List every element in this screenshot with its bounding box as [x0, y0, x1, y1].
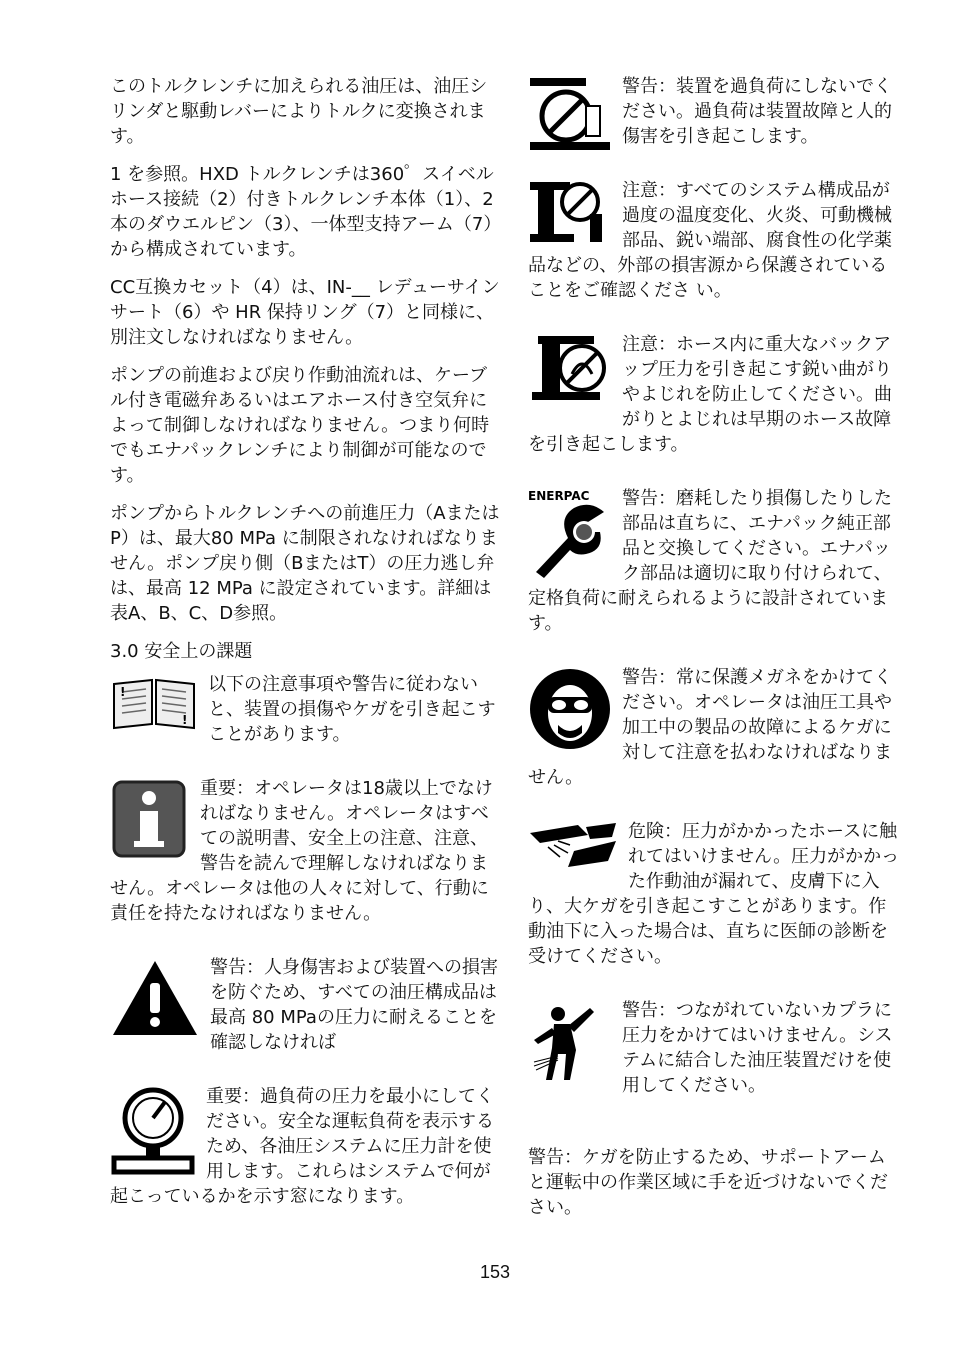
svg-text:!: ! — [120, 685, 126, 699]
danger-hose-block — [528, 819, 900, 982]
enerpac-brand: ENERPAC — [528, 489, 590, 503]
left-column — [110, 74, 502, 1238]
safety-goggles-icon — [528, 667, 612, 751]
parts-text: 警告：磨耗したり損傷したりした部品は直ちに、エナパック純正部品と交換してください。エナパック部品は適切に取り付けられて、定格負荷に耐えられるように設計されています。 — [528, 488, 892, 634]
gauge-block — [110, 1084, 502, 1222]
components-paragraph: 1 を参照。HXD トルクレンチは360゜スイベルホース接続（2）付きトルクレンチ本体（1）、2本のダウエルピン（3）、一体型支持アーム（7）から構成されています。 — [110, 164, 502, 260]
svg-text:!: ! — [182, 713, 188, 727]
page-number: 153 — [479, 1262, 511, 1282]
cassette-paragraph: CC互換カセット（4）は、IN-__ レデューサインサート（6）や HR 保持リング（7）と同様に、別注文しなければなりません。 — [110, 277, 500, 348]
pressure-gauge-icon — [110, 1086, 196, 1178]
read-manual-text: 以下の注意事項や警告に従わないと、装置の損傷やケガを引き起こすことがあります。 — [208, 674, 496, 745]
operator-text: 重要：オペレータは18歳以上でなければなりません。オペレータはすべての説明書、安全上の注意、注意、警告を読んで理解しなければなりません。オペレータは他の人々に対して、行動に責任を持たなければなりません。 — [110, 778, 493, 924]
no-heat-icon — [528, 180, 612, 244]
protection-block — [528, 178, 900, 316]
hose-leak-icon — [528, 821, 618, 871]
coupler-block — [528, 998, 900, 1111]
danger-hose-text: 危険：圧力がかかったホースに触れてはいけません。圧力がかかった作動油が漏れて、皮膚下に入り、大ケガを引き起こすことがあります。作動油下に入った場合は、直ちに医師の診断を受けてください。 — [528, 821, 900, 967]
person-spray-icon — [528, 1000, 612, 1084]
warning-triangle-icon — [110, 957, 200, 1037]
intro-paragraph: このトルクレンチに加えられる油圧は、油圧シリンダと駆動レバーによりトルクに変換されます。 — [110, 76, 488, 147]
protection-text: 注意：すべてのシステム構成品が過度の温度変化、火炎、可動機械部品、鋭い端部、腐食性の化学薬品などの、外部の損害源から保護されていることをご確認くださ い。 — [528, 180, 892, 301]
goggles-text: 警告：常に保護メガネをかけてください。オペレータは油圧工具や加工中の製品の故障によるケガに対して注意を払わなければなりません。 — [528, 667, 892, 788]
pressure-rating-text: 警告：人身傷害および装置への損害を防ぐため、すべての油圧構成品は最高 80 MPaの圧力に耐えることを確認しなければ — [210, 957, 498, 1053]
no-overload-icon — [528, 76, 612, 152]
operator-block — [110, 776, 502, 939]
gauge-text: 重要：過負荷の圧力を最小にしてください。安全な運転負荷を表示するため、各油圧システムに圧力計を使用します。これらはシステムで何が起こっているかを示す窓になります。 — [110, 1086, 494, 1207]
hose-block — [528, 332, 900, 470]
no-kink-icon — [528, 334, 612, 404]
pump-flow-paragraph: ポンプの前進および戻り作動油流れは、ケーブル付き電磁弁あるいはエアホース付き空気弁によって制御しなければなりません。つまり何時でもエナパックレンチにより制御が可能なのです。 — [110, 365, 490, 486]
enerpac-wrench-icon — [528, 488, 612, 578]
overload-block — [528, 74, 900, 162]
support-arm-text: 警告：ケガを防止するため、サポートアームと運転中の作業区域に手を近づけないでください。 — [528, 1147, 888, 1218]
read-manual-block — [110, 672, 502, 760]
overload-text: 警告：装置を過負荷にしないでください。過負荷は装置故障と人的傷害を引き起こします。 — [622, 76, 892, 147]
hose-text: 注意：ホース内に重大なバックアップ圧力を引き起こす鋭い曲がりやよじれを防止してください。曲がりとよじれは早期のホース故障を引き起こします。 — [528, 334, 892, 455]
goggles-block — [528, 665, 900, 803]
open-book-icon — [110, 674, 198, 734]
info-icon — [110, 778, 190, 860]
right-column — [528, 74, 900, 1233]
pressure-rating-block — [110, 955, 502, 1068]
pressure-paragraph: ポンプからトルクレンチへの前進圧力（AまたはP）は、最大80 MPa に制限されなければなりません。ポンプ戻り側（BまたはT）の圧力逃し弁は、最高 12 MPa に設定されています。詳細は表A、B、C、D参照。 — [110, 503, 500, 624]
coupler-text: 警告：つながれていないカプラに圧力をかけてはいけません。システムに結合した油圧装置だけを使用してください。 — [622, 1000, 893, 1096]
safety-heading: 3.0 安全上の課題 — [110, 641, 253, 662]
parts-block — [528, 486, 900, 649]
